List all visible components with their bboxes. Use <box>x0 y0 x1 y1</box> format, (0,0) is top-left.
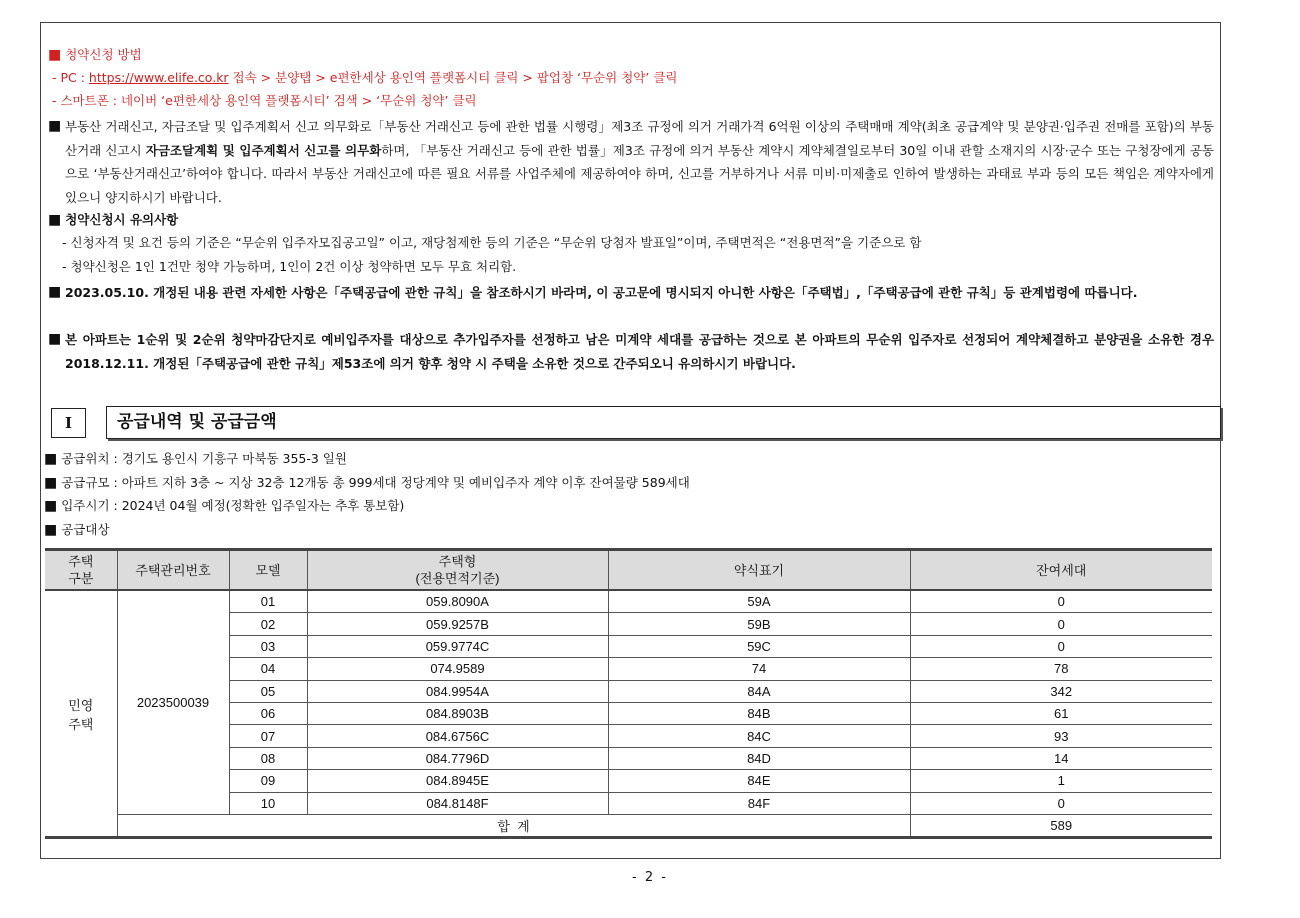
page-number: - 2 - <box>632 870 668 885</box>
cell-short: 84D <box>608 747 910 769</box>
square-bullet-icon: ■ <box>48 47 62 63</box>
table-row <box>45 590 1212 613</box>
supply-target-heading: ■ 공급대상 <box>44 522 110 538</box>
cell-model: 03 <box>229 635 307 657</box>
cell-remain: 1 <box>910 770 1212 792</box>
rule-reference-notice: ■ 2023.05.10. 개정된 내용 관련 자세한 사항은「주택공급에 관한 규칙」을 참조하시기 바라며, 이 공고문에 명시되지 아니한 사항은「주택법」,「주택공급에 관한 규칙」등 관계법령에 따릅니다. <box>48 281 1214 305</box>
cell-remain: 93 <box>910 725 1212 747</box>
cell-type: 084.8945E <box>307 770 608 792</box>
header-house-type: 주택형 (전용면적기준) <box>307 550 608 591</box>
real-estate-report-notice: ■ 부동산 거래신고, 자금조달 및 입주계획서 신고 의무화로「부동산 거래신고 등에 관한 법률 시행령」제3조 규정에 의거 거래가격 6억원 이상의 주택매매 계약(최초 공급계약 및 분양권·입주권 전매를 포함)의 부동산거래 신고시 자금조달계획 및 입주계획서 신고를 의무화하며, 「부동산 거래신고 등에 관한 법률」제3조 규정에 의거 부동산 계약시 계약체결일로부터 30일 이내 관할 소재지의 시장·군수 또는 구청장에게 공동으로 ‘부동산거래신고’하여야 합니다. 따라서 부동산 거래신고에 따른 필요 서류를 사업주체에 제공하여야 하며, 신고를 거부하거나 서류 미비·미제출로 인하여 발생하는 과태료 부과 등의 모든 책임은 계약자에게 있으니 양지하시기 바랍니다. <box>48 115 1214 209</box>
cell-type: 084.9954A <box>307 680 608 702</box>
cell-short: 59C <box>608 635 910 657</box>
move-in-date: ■ 입주시기 : 2024년 04월 예정(정확한 입주일자는 추후 통보함) <box>44 498 405 514</box>
smartphone-instruction: - 스마트폰 : 네이버 ‘e편한세상 용인역 플랫폼시티’ 검색 > ‘무순위 청약’ 클릭 <box>52 93 477 108</box>
cell-short: 59B <box>608 613 910 635</box>
cell-model: 02 <box>229 613 307 635</box>
cell-type: 084.7796D <box>307 747 608 769</box>
cell-short: 84E <box>608 770 910 792</box>
total-value: 589 <box>910 814 1212 837</box>
ownership-notice: ■ 본 아파트는 1순위 및 2순위 청약마감단지로 예비입주자를 대상으로 추가입주자를 선정하고 남은 미계약 세대를 공급하는 것으로 본 아파트의 무순위 입주자로 선정되어 계약체결하고 분양권을 소유한 경우 2018.12.11. 개정된「주택공급에 관한 규칙」제53조에 의거 향후 청약 시 주택을 소유한 것으로 간주되오니 유의하시기 바랍니다. <box>48 328 1214 375</box>
cell-model: 04 <box>229 658 307 680</box>
cell-remain: 0 <box>910 635 1212 657</box>
cell-type: 084.8148F <box>307 792 608 814</box>
header-house-category: 주택 구분 <box>45 550 117 591</box>
pc-instruction: - PC : https://www.elife.co.kr 접속 > 분양탭 > e편한세상 용인역 플랫폼시티 클릭 > 팝업창 ‘무순위 청약’ 클릭 <box>52 70 678 85</box>
square-bullet-icon: ■ <box>48 331 62 347</box>
management-number-cell: 2023500039 <box>117 590 229 814</box>
cell-model: 09 <box>229 770 307 792</box>
caution-item: - 청약신청은 1인 1건만 청약 가능하며, 1인이 2건 이상 청약하면 모두 무효 처리함. <box>62 259 517 274</box>
section-title: 공급내역 및 공급금액 <box>106 406 1221 439</box>
caution-item: - 신청자격 및 요건 등의 기준은 “무순위 입주자모집공고일” 이고, 재당첨제한 등의 기준은 “무순위 당첨자 발표일”이며, 주택면적은 “전용면적”을 기준으로 함 <box>62 235 922 250</box>
caution-heading: ■ 청약신청시 유의사항 <box>48 212 179 228</box>
cell-model: 07 <box>229 725 307 747</box>
square-bullet-icon: ■ <box>44 475 58 491</box>
cell-model: 06 <box>229 702 307 724</box>
cell-short: 84C <box>608 725 910 747</box>
cell-remain: 0 <box>910 792 1212 814</box>
header-model: 모델 <box>229 550 307 591</box>
header-short-notation: 약식표기 <box>608 550 910 591</box>
header-remaining-units: 잔여세대 <box>910 550 1212 591</box>
square-bullet-icon: ■ <box>48 284 62 300</box>
square-bullet-icon: ■ <box>48 212 62 228</box>
cell-remain: 14 <box>910 747 1212 769</box>
supply-table <box>45 548 1212 839</box>
cell-remain: 61 <box>910 702 1212 724</box>
cell-model: 01 <box>229 590 307 613</box>
method-heading: ■ 청약신청 방법 <box>48 47 142 63</box>
total-row <box>45 814 1212 837</box>
cell-short: 74 <box>608 658 910 680</box>
cell-remain: 0 <box>910 613 1212 635</box>
cell-short: 84F <box>608 792 910 814</box>
elife-link[interactable]: https://www.elife.co.kr <box>88 70 229 85</box>
cell-type: 059.9257B <box>307 613 608 635</box>
header-management-number: 주택관리번호 <box>117 550 229 591</box>
square-bullet-icon: ■ <box>44 498 58 514</box>
square-bullet-icon: ■ <box>44 522 58 538</box>
table-header-row <box>45 550 1212 591</box>
cell-remain: 0 <box>910 590 1212 613</box>
cell-type: 059.9774C <box>307 635 608 657</box>
cell-remain: 342 <box>910 680 1212 702</box>
cell-type: 084.6756C <box>307 725 608 747</box>
cell-model: 10 <box>229 792 307 814</box>
supply-location: ■ 공급위치 : 경기도 용인시 기흥구 마북동 355-3 일원 <box>44 451 347 467</box>
cell-short: 84A <box>608 680 910 702</box>
square-bullet-icon: ■ <box>48 118 62 134</box>
cell-type: 084.8903B <box>307 702 608 724</box>
cell-type: 059.8090A <box>307 590 608 613</box>
supply-scale: ■ 공급규모 : 아파트 지하 3층 ~ 지상 32층 12개동 총 999세대 정당계약 및 예비입주자 계약 이후 잔여물량 589세대 <box>44 475 690 491</box>
cell-short: 84B <box>608 702 910 724</box>
cell-model: 05 <box>229 680 307 702</box>
section-number: I <box>51 408 86 438</box>
cell-type: 074.9589 <box>307 658 608 680</box>
total-label: 합 계 <box>117 814 910 837</box>
house-category-cell: 민영 주택 <box>45 590 117 838</box>
cell-model: 08 <box>229 747 307 769</box>
square-bullet-icon: ■ <box>44 451 58 467</box>
cell-short: 59A <box>608 590 910 613</box>
cell-remain: 78 <box>910 658 1212 680</box>
